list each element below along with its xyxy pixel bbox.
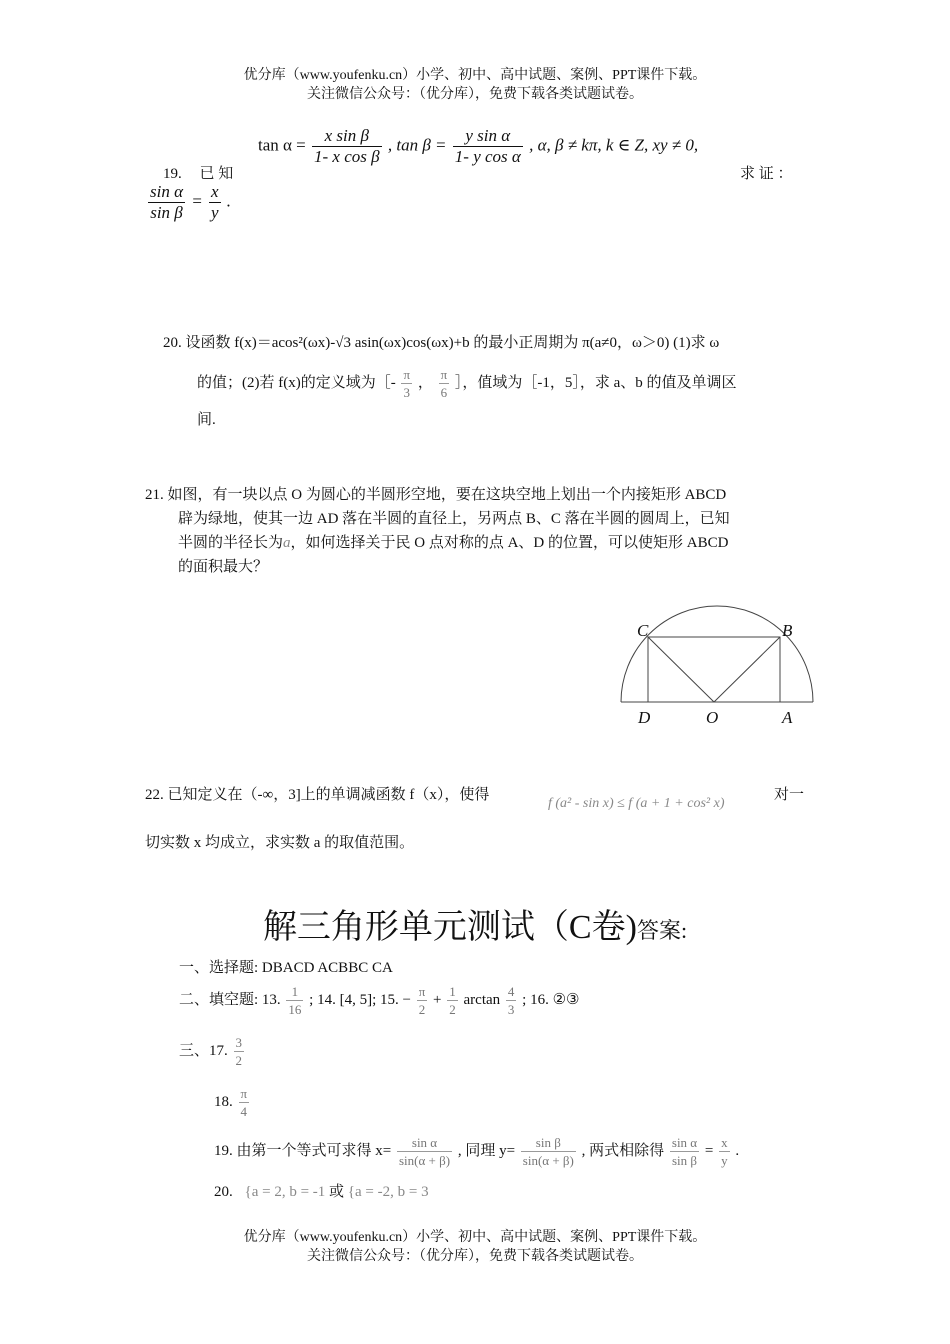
answers-title: 解三角形单元测试（C卷)答案: — [262, 909, 688, 946]
page-header — [0, 66, 950, 104]
q19-number: 19. 已 知 — [163, 166, 234, 182]
label-b: B — [782, 621, 793, 640]
answers-17: 三、17. $\frac{3}{2}$ — [179, 1035, 243, 1068]
q22-line-1a: 22. 已知定义在（-∞，3]上的单调减函数 f（x），使得 — [145, 787, 490, 803]
answers-choice: 一、选择题: DBACD ACBBC CA — [179, 960, 393, 976]
q22-inequality: f (a² - sin x) ≤ f (a + 1 + cos² x) — [548, 796, 725, 811]
answers-fill: 二、填空题: 13. $\frac{1}{16}$ ; 14. [4, 5]; 15. − $\frac{\pi}{2}$ + $\frac{1}{2}$ arctan $\frac{4}{3}$ ; 16. ②③ — [179, 984, 580, 1017]
q21-line-3: 半圆的半径长为a，如何选择关于民 O 点对称的点 A、D 的位置，可以使矩形 ABCD — [178, 535, 729, 551]
label-o: O — [706, 708, 719, 727]
footer-line-1: 优分库（www.youfenku.cn）小学、初中、高中试题、案例、PPT课件下载。 — [243, 1230, 707, 1245]
q22-line-1b: 对一 — [774, 787, 805, 803]
semicircle-figure — [615, 600, 825, 735]
q19-goal: $\frac{\text{sin α}}{\text{sin β}}$ = $\frac{x}{y}$ . — [150, 182, 232, 222]
q19-given-equation: tan α = $\frac{\text{x sin β}}{\text{1- x cos β}}$ , tan β = $\frac{\text{y sin α}}{\text{1- y cos α}}$ , α, β ≠ kπ, k ∈ Z, xy ≠ 0, — [258, 126, 699, 166]
answers-19: 19. 由第一个等式可求得 x= $\frac{\text{sin α}}{\sin(\alpha + \beta)}$ , 同理 y= $\frac{\text{sin β}}{\sin(\alpha + \beta)}$ , 两式相除得 $\frac{\text{sin α}}{\text{sin β}}$ = $\frac{x}{y}$ . — [214, 1135, 740, 1168]
header-line-1: 优分库（www.youfenku.cn）小学、初中、高中试题、案例、PPT课件下载。 — [243, 68, 707, 83]
q20-line-3: 间. — [197, 412, 216, 428]
header-line-2: 关注微信公众号：（优分库），免费下载各类试题试卷。 — [307, 87, 643, 102]
q21-line-2: 辟为绿地，使其一边 AD 落在半圆的直径上，另两点 B、C 落在半圆的圆周上，已知 — [178, 511, 730, 527]
q21-line-4: 的面积最大？ — [178, 559, 269, 575]
radius-oc — [648, 637, 714, 702]
answers-20: 20. {a = 2, b = -1 或 {a = -2, b = 3 — [214, 1184, 429, 1200]
q19-prove-label: 求 证 ： — [740, 166, 793, 182]
label-d: D — [638, 708, 651, 727]
rectangle-abcd — [648, 637, 780, 702]
page-footer — [0, 1228, 950, 1266]
q19-fraction-1: $\frac{\text{x sin β}}{\text{1- x cos β}}$ — [314, 126, 380, 166]
footer-line-2: 关注微信公众号：（优分库），免费下载各类试题试卷。 — [307, 1249, 643, 1264]
label-c: C — [637, 621, 649, 640]
q22-line-2: 切实数 x 均成立，求实数 a 的取值范围。 — [145, 835, 415, 851]
q21-line-1: 21. 如图，有一块以点 O 为圆心的半圆形空地，要在这块空地上划出一个内接矩形 ABCD — [145, 487, 727, 503]
q20-line-2: 的值；(2)若 f(x)的定义域为［- $\frac{\pi}{3}$ ， $\frac{\pi}{6}$ ］，值域为［-1，5］，求 a、b 的值及单调区 — [197, 367, 737, 400]
q21-text — [145, 483, 825, 579]
q19-fraction-2: $\frac{\text{y sin α}}{\text{1- y cos α}}$ — [454, 126, 521, 166]
radius-ob — [714, 637, 780, 702]
q20-line-1: 20. 设函数 f(x)＝acos²(ωx)-√3 asin(ωx)cos(ωx)+b 的最小正周期为 π(a≠0，ω＞0) (1)求 ω — [163, 335, 720, 351]
answers-18: 18. $\frac{\pi}{4}$ — [214, 1086, 248, 1119]
label-a: A — [782, 708, 793, 727]
